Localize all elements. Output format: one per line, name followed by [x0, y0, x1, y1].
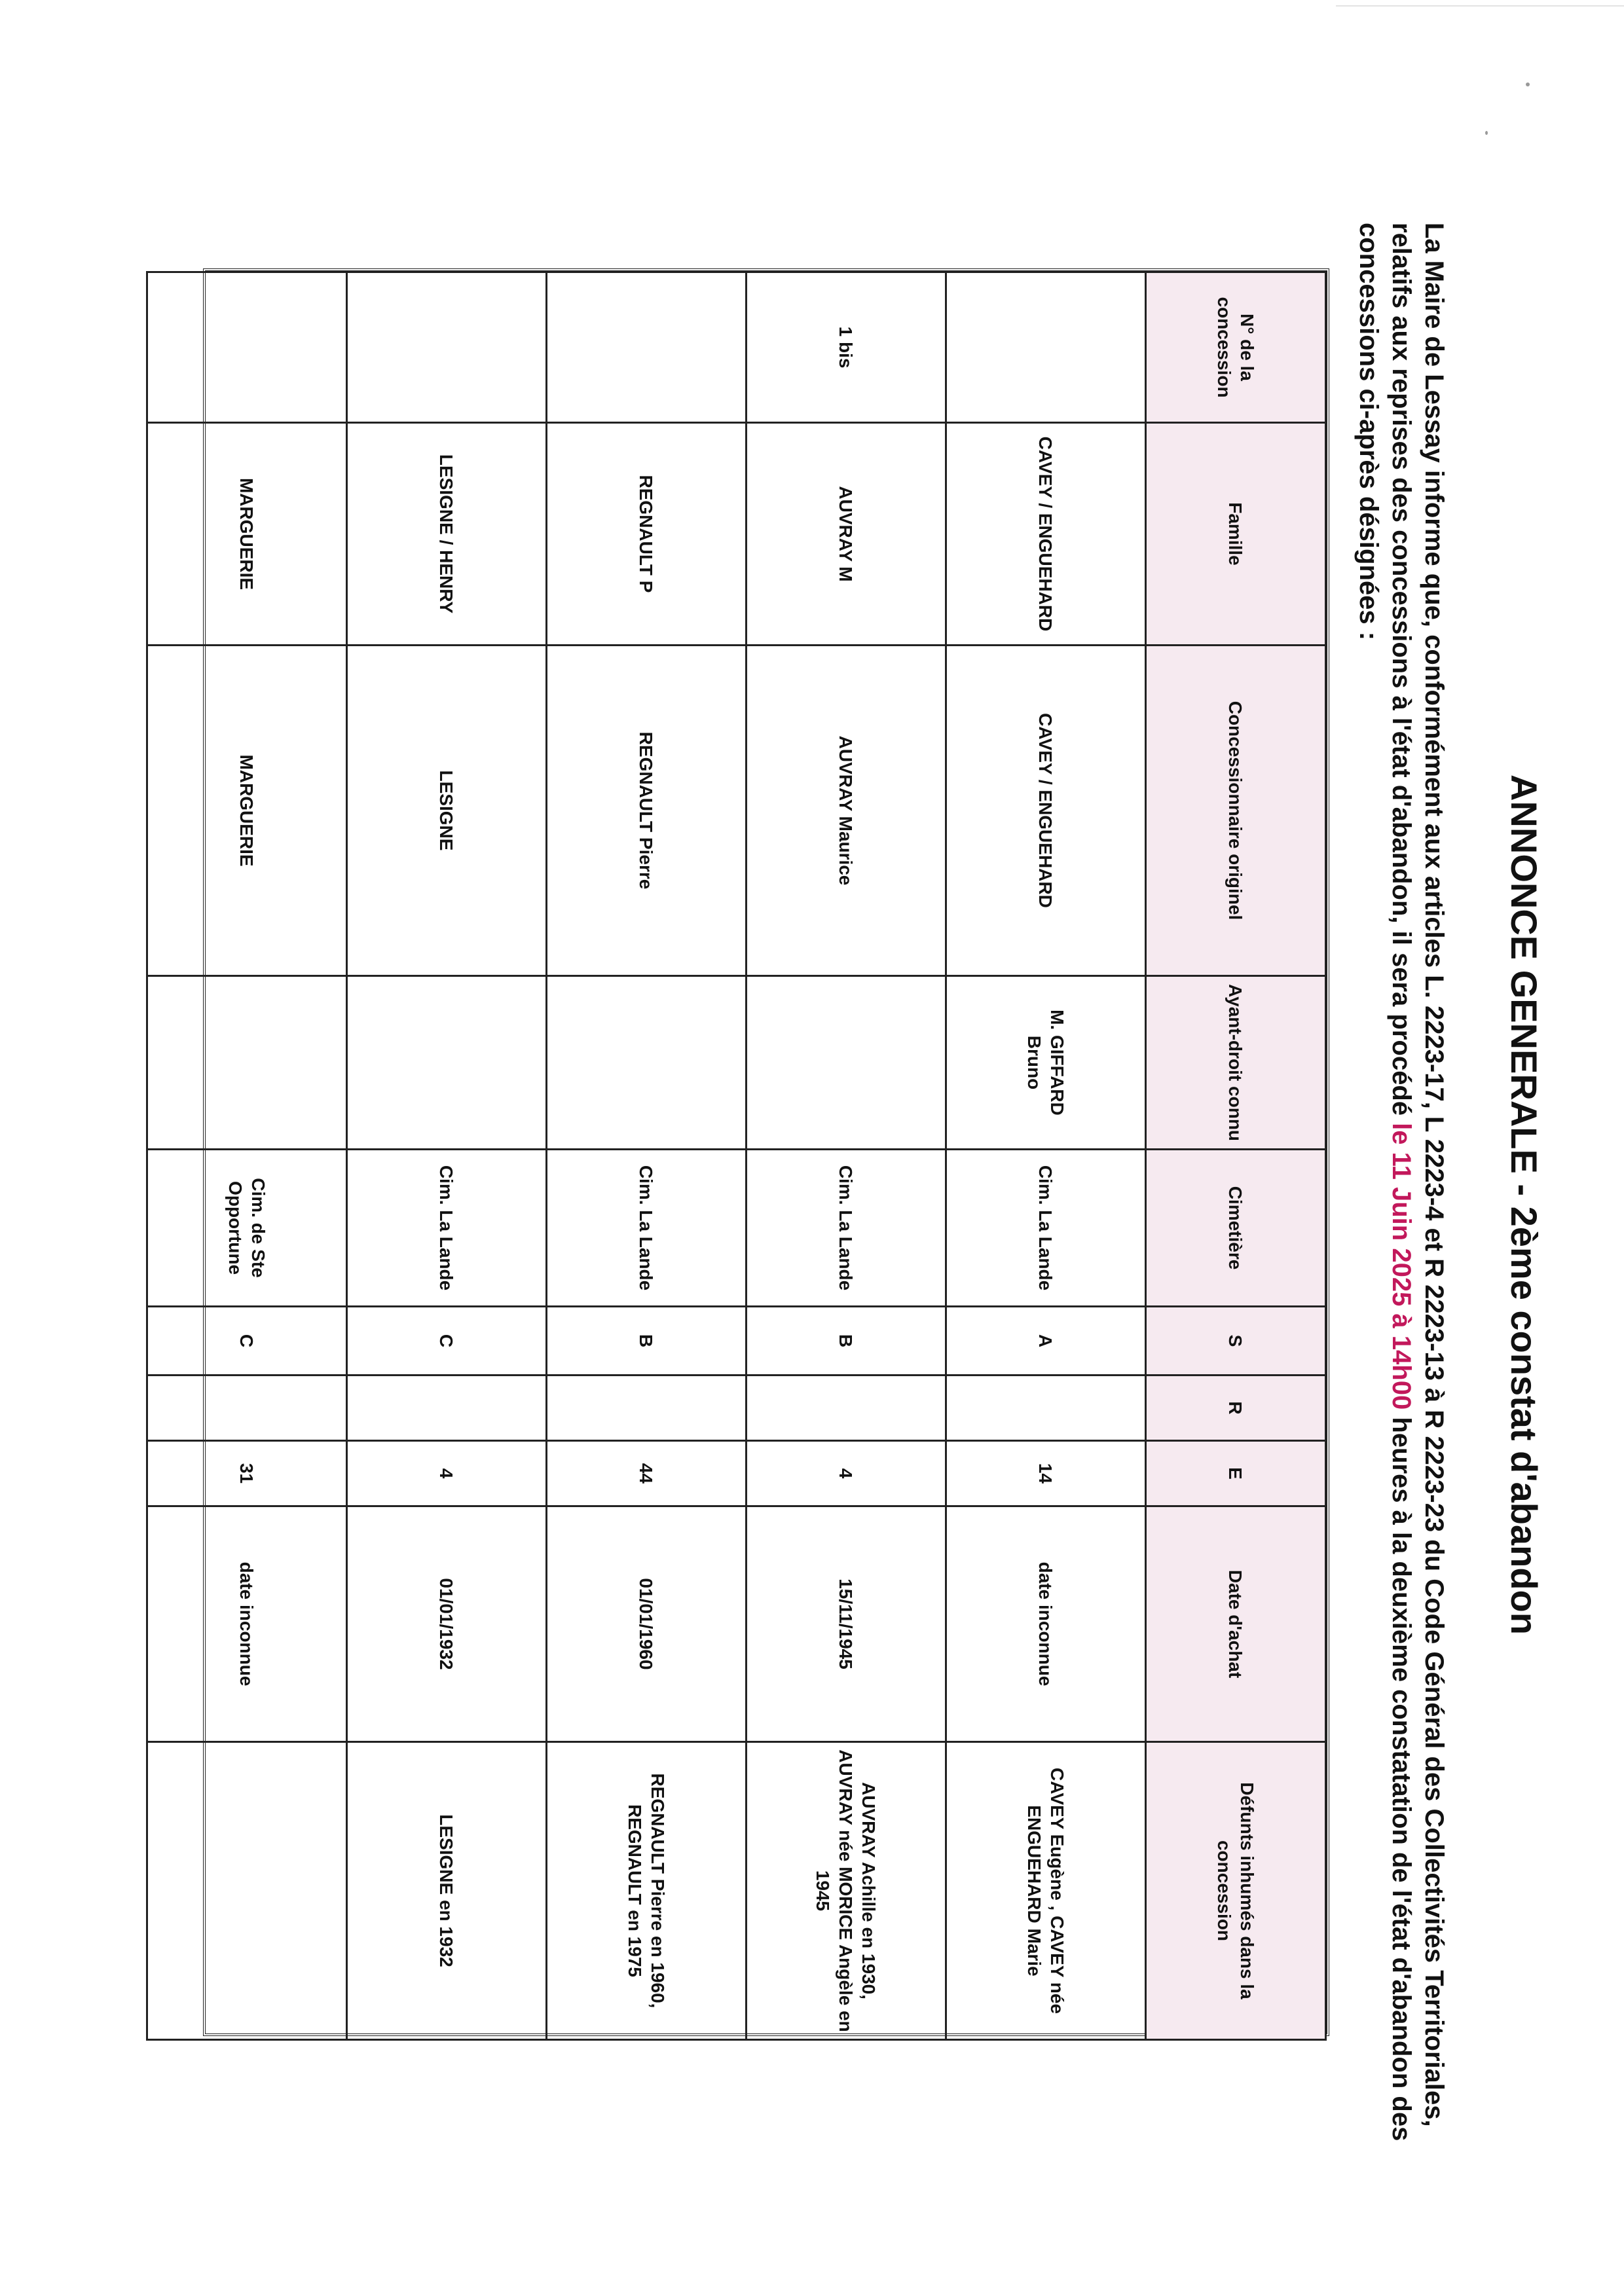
cell-e: 44 [547, 1441, 747, 1506]
concessions-table-frame [203, 268, 1329, 2036]
cell-defunts: REGNAULT Pierre en 1960, REGNAULT en 1975 [547, 1742, 747, 2040]
cell-s: C [347, 1307, 547, 1376]
cell-e: 4 [347, 1441, 547, 1506]
header-concessionnaire: Concessionnaire originel [1146, 646, 1326, 976]
cell-date-achat: 15/11/1945 [747, 1506, 946, 1742]
cell-concessionnaire: MARGUERIE [147, 646, 347, 976]
cell-concession-number [547, 272, 747, 423]
concessions-table [146, 271, 1327, 2041]
header-cimetiere: Cimetière [1146, 1150, 1326, 1307]
cell-cimetiere: Cim. La Lande [946, 1150, 1146, 1307]
cell-s: C [147, 1307, 347, 1376]
cell-defunts [147, 1742, 347, 2040]
cell-ayant-droit: M. GIFFARD Bruno [946, 976, 1146, 1150]
intro-paragraph [1352, 223, 1450, 2187]
header-e: E [1146, 1441, 1326, 1506]
cell-famille: CAVEY / ENGUEHARD [946, 423, 1146, 646]
intro-text-after: heures à la deuxième constatation de l'état d'abandon des concessions ci-après désignées : [1354, 223, 1416, 2141]
table-row [946, 272, 1146, 2040]
table-header-row [1146, 272, 1326, 2040]
scan-speck [1485, 131, 1488, 135]
header-famille: Famille [1146, 423, 1326, 646]
cell-concessionnaire: AUVRAY Maurice [747, 646, 946, 976]
cell-concession-number [347, 272, 547, 423]
cell-r [347, 1376, 547, 1441]
cell-s: A [946, 1307, 1146, 1376]
header-s: S [1146, 1307, 1326, 1376]
cell-defunts: LESIGNE en 1932 [347, 1742, 547, 2040]
cell-s: B [747, 1307, 946, 1376]
cell-r [747, 1376, 946, 1441]
rotated-notice [118, 183, 1545, 2226]
cell-date-achat: date inconnue [147, 1506, 347, 1742]
header-r: R [1146, 1376, 1326, 1441]
cell-concession-number: 1 bis [747, 272, 946, 423]
cell-r [946, 1376, 1146, 1441]
cell-famille: MARGUERIE [147, 423, 347, 646]
cell-e: 31 [147, 1441, 347, 1506]
table-row [747, 272, 946, 2040]
cell-concessionnaire: LESIGNE [347, 646, 547, 976]
cell-date-achat: 01/01/1932 [347, 1506, 547, 1742]
header-date-achat: Date d'achat [1146, 1506, 1326, 1742]
cell-date-achat: date inconnue [946, 1506, 1146, 1742]
cell-ayant-droit [547, 976, 747, 1150]
cell-concession-number [147, 272, 347, 423]
cell-famille: AUVRAY M [747, 423, 946, 646]
cell-e: 14 [946, 1441, 1146, 1506]
cell-cimetiere: Cim. La Lande [347, 1150, 547, 1307]
cell-concessionnaire: CAVEY / ENGUEHARD [946, 646, 1146, 976]
cell-ayant-droit [747, 976, 946, 1150]
table-row [147, 272, 347, 2040]
scan-edge-line [1336, 5, 1624, 7]
cell-ayant-droit [347, 976, 547, 1150]
table-row [547, 272, 747, 2040]
cell-concession-number [946, 272, 1146, 423]
header-ayant-droit: Ayant-droit connu [1146, 976, 1326, 1150]
page-title: ANNONCE GENERALE - 2ème constat d'abandon [1504, 774, 1545, 1635]
cell-r [147, 1376, 347, 1441]
intro-text-before: La Maire de Lessay informe que, conformément aux articles L. 2223-17, L 2223-4 et R 2223-13 à R 2223-23 du Code Général des Collectivités Territoriales, relatifs aux reprises des concessions à l'état d'abandon, il sera procédé [1387, 223, 1449, 2127]
cell-r [547, 1376, 747, 1441]
cell-famille: LESIGNE / HENRY [347, 423, 547, 646]
cell-cimetiere: Cim. La Lande [547, 1150, 747, 1307]
cell-e: 4 [747, 1441, 946, 1506]
cell-concessionnaire: REGNAULT Pierre [547, 646, 747, 976]
header-defunts: Défunts inhumés dans la concession [1146, 1742, 1326, 2040]
cell-famille: REGNAULT P [547, 423, 747, 646]
cell-date-achat: 01/01/1960 [547, 1506, 747, 1742]
scan-speck [1526, 82, 1530, 86]
cell-ayant-droit [147, 976, 347, 1150]
cell-s: B [547, 1307, 747, 1376]
cell-defunts: AUVRAY Achille en 1930, AUVRAY née MORICE Angèle en 1945 [747, 1742, 946, 2040]
cell-cimetiere: Cim. La Lande [747, 1150, 946, 1307]
header-concession-number: N° de la concession [1146, 272, 1326, 423]
cell-cimetiere: Cim. de Ste Opportune [147, 1150, 347, 1307]
table-row [347, 272, 547, 2040]
cell-defunts: CAVEY Eugène , CAVEY née ENGUEHARD Marie [946, 1742, 1146, 2040]
intro-date-highlight: le 11 Juin 2025 à 14h00 [1387, 1123, 1416, 1410]
